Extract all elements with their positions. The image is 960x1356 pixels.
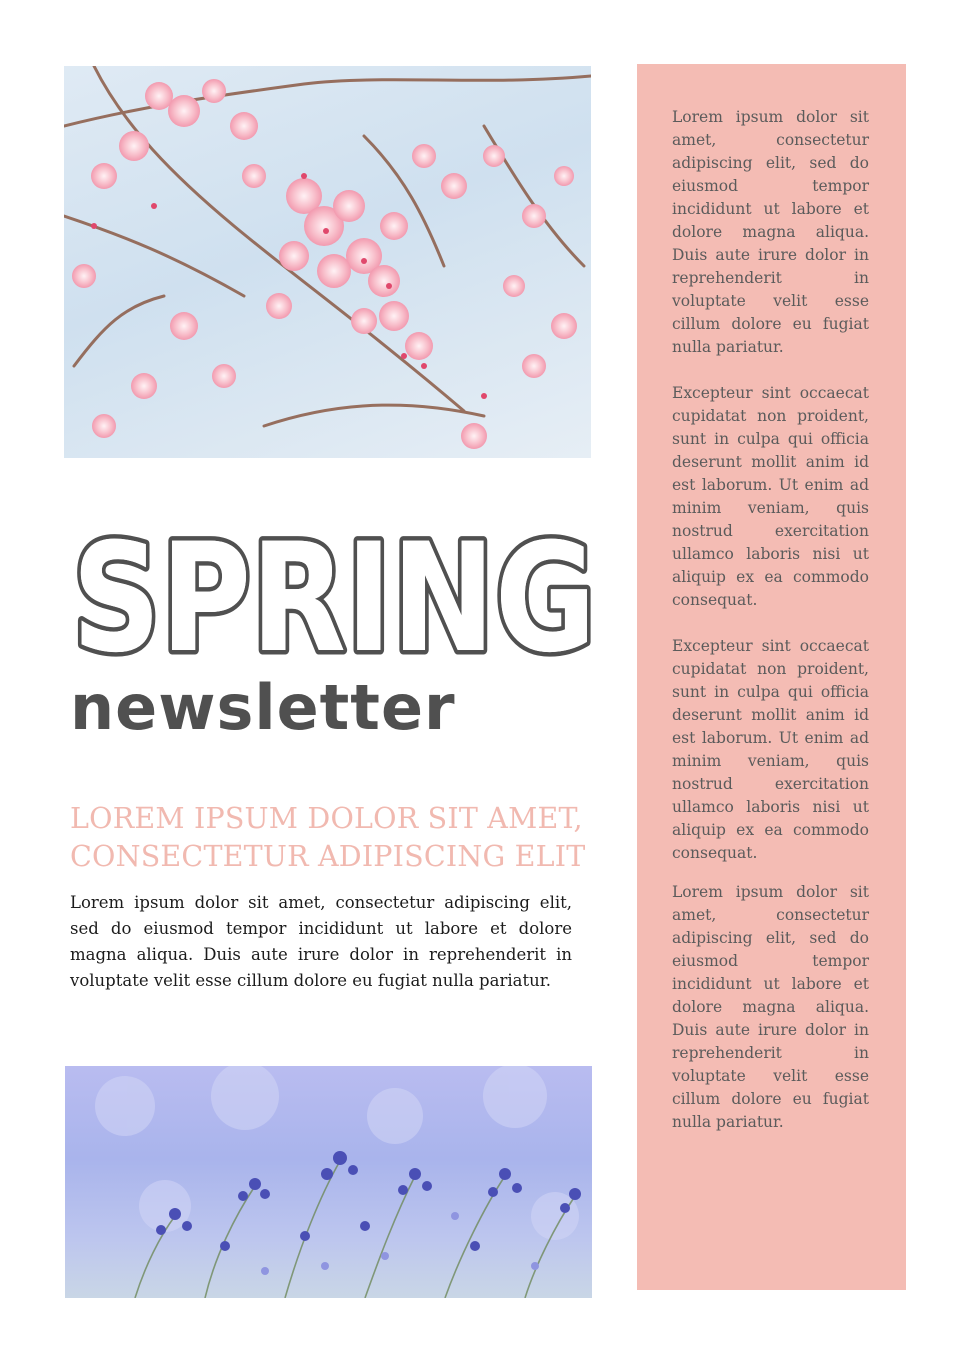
spring-title [66,500,606,670]
wildflower-illustration [65,1066,592,1298]
wildflower-photo [65,1066,592,1298]
article-body: Lorem ipsum dolor sit amet, consectetur adipiscing elit, sed do eiusmod tempor incididunt ut labore et dolore magna aliqua. Duis aute irure dolor in reprehenderit in voluptate velit esse cillum dolore eu fugiat nulla pariatur. [70,893,572,990]
sidebar-paragraph: Lorem ipsum dolor sit amet, consectetur adipiscing elit, sed do eiusmod tempor incididunt ut labore et dolore magna aliqua. Duis aute irure dolor in reprehenderit in voluptate velit esse cillum dolore eu fugiat nulla pariatur. [672,883,869,1131]
cherry-blossom-photo [64,66,591,458]
sidebar-paragraph: Lorem ipsum dolor sit amet, consectetur adipiscing elit, sed do eiusmod tempor incididunt ut labore et dolore magna aliqua. Duis aute irure dolor in reprehenderit in voluptate velit esse cillum dolore eu fugiat nulla pariatur. [672,108,869,356]
sidebar-paragraph: Excepteur sint occaecat cupidatat non proident, sunt in culpa qui officia deserunt mollit anim id est laborum. Ut enim ad minim veniam, quis nostrud exercitation ullamco laboris nisi ut aliquip ex ea commodo consequat. [672,384,869,609]
article-headline: LOREM IPSUM DOLOR SIT AMET, CONSECTETUR ADIPISCING ELIT [70,802,586,873]
sidebar-text [672,106,869,1157]
spring-title-fill: SPRING [72,512,596,670]
sidebar-panel [637,64,906,1290]
newsletter-subtitle: newsletter [70,671,456,744]
spring-title-text: SPRING [72,512,596,670]
sidebar-paragraph: Excepteur sint occaecat cupidatat non proident, sunt in culpa qui officia deserunt mollit anim id est laborum. Ut enim ad minim veniam, quis nostrud exercitation ullamco laboris nisi ut aliquip ex ea commodo consequat. [672,637,869,862]
cherry-blossom-illustration [64,66,591,458]
